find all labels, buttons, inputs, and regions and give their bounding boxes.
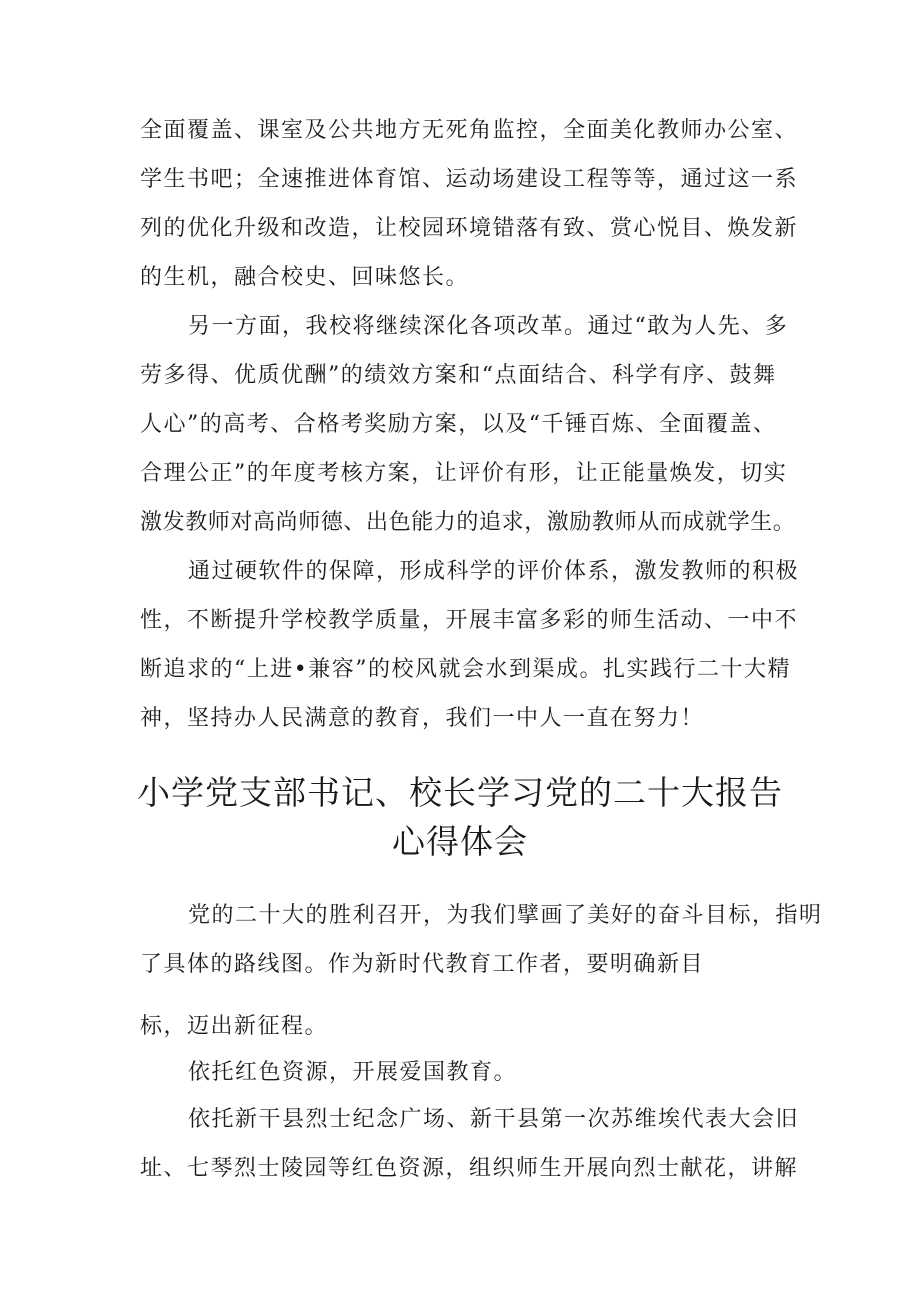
paragraph-4-line-2: 了具体的路线图。作为新时代教育工作者，要明确新目 <box>140 952 705 977</box>
paragraph-1-line-4: 的生机，融合校史、回味悠长。 <box>140 265 470 290</box>
paragraph-1-line-2: 学生书吧；全速推进体育馆、运动场建设工程等等，通过这一系 <box>140 167 799 192</box>
paragraph-2-line-2: 劳多得、优质优酬”的绩效方案和“点面结合、科学有序、鼓舞 <box>140 363 777 388</box>
article-title-line-1: 小学党支部书记、校长学习党的二十大报告 <box>137 773 783 812</box>
paragraph-2-line-4: 合理公正”的年度考核方案，让评价有形，让正能量焕发，切实 <box>140 461 788 486</box>
paragraph-4-line-1: 党的二十大的胜利召开，为我们擘画了美好的奋斗目标，指明 <box>188 903 823 928</box>
paragraph-3-line-3: 断追求的“上进•兼容”的校风就会水到渠成。扎实践行二十大精 <box>140 657 791 682</box>
paragraph-1-line-1: 全面覆盖、课室及公共地方无死角监控，全面美化教师办公室、 <box>140 118 799 143</box>
paragraph-2-line-5: 激发教师对高尚师德、出色能力的追求，激励教师从而成就学生。 <box>140 510 796 535</box>
paragraph-4-line-3: 标，迈出新征程。 <box>140 1014 329 1039</box>
paragraph-6-line-1: 依托新干县烈士纪念广场、新干县第一次苏维埃代表大会旧 <box>188 1107 800 1132</box>
article-title-line-2: 心得体会 <box>392 822 528 861</box>
paragraph-3-line-2: 性，不断提升学校教学质量，开展丰富多彩的师生活动、一中不 <box>140 608 799 633</box>
paragraph-2-line-3: 人心”的高考、合格考奖励方案，以及“千锤百炼、全面覆盖、 <box>140 412 777 437</box>
paragraph-1-line-3: 列的优化升级和改造，让校园环境错落有致、赏心悦目、焕发新 <box>140 216 799 241</box>
paragraph-2-line-1: 另一方面，我校将继续深化各项改革。通过“敢为人先、多 <box>188 314 789 339</box>
paragraph-5-line-1: 依托红色资源，开展爱国教育。 <box>188 1060 518 1085</box>
paragraph-6-line-2: 址、七琴烈士陵园等红色资源，组织师生开展向烈士献花，讲解 <box>140 1156 799 1181</box>
paragraph-3-line-4: 神，坚持办人民满意的教育，我们一中人一直在努力！ <box>140 706 705 731</box>
paragraph-3-line-1: 通过硬软件的保障，形成科学的评价体系，激发教师的积极 <box>188 559 800 584</box>
